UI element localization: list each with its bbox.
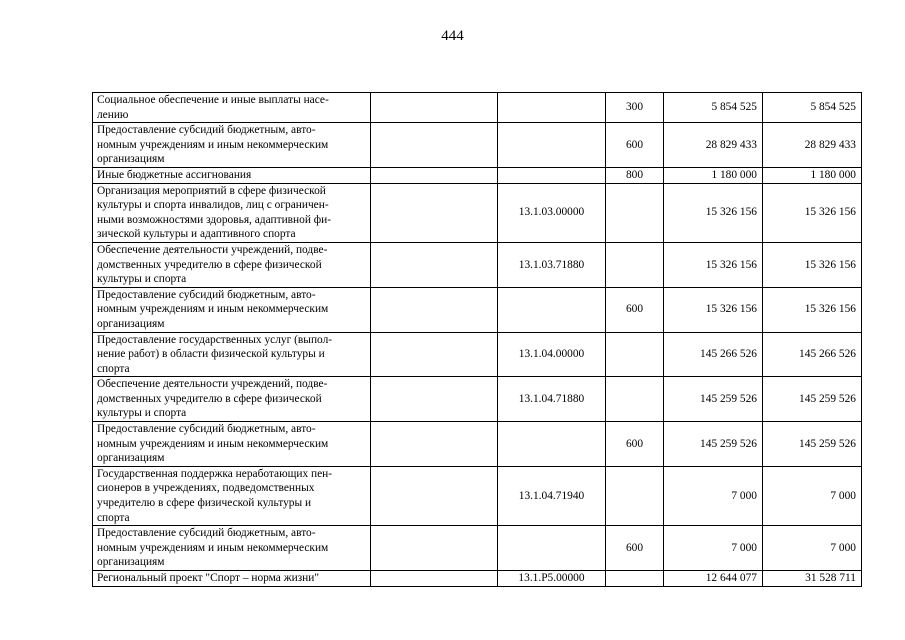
row-program-code-cell (498, 526, 606, 571)
budget-table-body (93, 93, 862, 587)
row-code-cell (371, 167, 498, 183)
row-code-cell (371, 526, 498, 571)
row-name-cell: Региональный проект "Спорт – норма жизни" (93, 571, 371, 587)
row-amount-year2-cell: 145 259 526 (763, 422, 862, 467)
row-amount-year2-cell: 28 829 433 (763, 123, 862, 168)
row-amount-year1-cell: 1 180 000 (664, 167, 763, 183)
row-program-code-cell: 13.1.P5.00000 (498, 571, 606, 587)
row-name-cell: Предоставление государственных услуг (выпол- нение работ) в области физической культуры и спорта (93, 332, 371, 377)
row-program-code-cell: 13.1.04.00000 (498, 332, 606, 377)
row-amount-year2-cell: 145 266 526 (763, 332, 862, 377)
row-program-code-cell (498, 422, 606, 467)
row-name-cell: Социальное обеспечение и иные выплаты насе- лению (93, 93, 371, 123)
row-program-code-cell (498, 93, 606, 123)
row-expense-type-cell: 800 (606, 167, 664, 183)
row-code-cell (371, 242, 498, 287)
row-name-cell: Организация мероприятий в сфере физической культуры и спорта инвалидов, лиц с ограничен- ными возможностями здоровья, адаптивной фи- зической культуры и адаптивного спорта (93, 183, 371, 242)
table-row (93, 526, 862, 571)
row-code-cell (371, 287, 498, 332)
row-amount-year2-cell: 15 326 156 (763, 242, 862, 287)
row-expense-type-cell: 600 (606, 287, 664, 332)
row-amount-year2-cell: 7 000 (763, 526, 862, 571)
row-code-cell (371, 571, 498, 587)
row-amount-year2-cell: 5 854 525 (763, 93, 862, 123)
row-amount-year2-cell: 7 000 (763, 466, 862, 525)
table-row (93, 571, 862, 587)
row-expense-type-cell: 300 (606, 93, 664, 123)
row-amount-year1-cell: 145 266 526 (664, 332, 763, 377)
row-expense-type-cell (606, 242, 664, 287)
row-expense-type-cell (606, 183, 664, 242)
row-name-cell: Предоставление субсидий бюджетным, авто- номным учреждениям и иным некоммерческим организациям (93, 287, 371, 332)
row-name-cell: Предоставление субсидий бюджетным, авто- номным учреждениям и иным некоммерческим организациям (93, 526, 371, 571)
row-amount-year1-cell: 145 259 526 (664, 422, 763, 467)
row-code-cell (371, 93, 498, 123)
table-row (93, 123, 862, 168)
row-amount-year1-cell: 15 326 156 (664, 183, 763, 242)
table-row (93, 287, 862, 332)
table-row (93, 377, 862, 422)
row-expense-type-cell (606, 332, 664, 377)
row-amount-year1-cell: 15 326 156 (664, 242, 763, 287)
table-row (93, 242, 862, 287)
row-program-code-cell: 13.1.04.71940 (498, 466, 606, 525)
row-expense-type-cell (606, 571, 664, 587)
row-name-cell: Обеспечение деятельности учреждений, подве- домственных учредителю в сфере физической культуры и спорта (93, 242, 371, 287)
row-name-cell: Государственная поддержка неработающих пен- сионеров в учреждениях, подведомственных учредителю в сфере физической культуры и спорта (93, 466, 371, 525)
row-amount-year1-cell: 12 644 077 (664, 571, 763, 587)
row-amount-year1-cell: 28 829 433 (664, 123, 763, 168)
row-program-code-cell (498, 123, 606, 168)
row-amount-year1-cell: 145 259 526 (664, 377, 763, 422)
row-amount-year2-cell: 145 259 526 (763, 377, 862, 422)
row-code-cell (371, 422, 498, 467)
row-code-cell (371, 377, 498, 422)
row-code-cell (371, 183, 498, 242)
row-code-cell (371, 332, 498, 377)
page-number: 444 (441, 28, 464, 44)
row-program-code-cell: 13.1.04.71880 (498, 377, 606, 422)
row-amount-year2-cell: 31 528 711 (763, 571, 862, 587)
row-program-code-cell (498, 167, 606, 183)
row-program-code-cell (498, 287, 606, 332)
row-name-cell: Предоставление субсидий бюджетным, авто- номным учреждениям и иным некоммерческим организациям (93, 123, 371, 168)
table-row (93, 183, 862, 242)
row-amount-year2-cell: 1 180 000 (763, 167, 862, 183)
row-name-cell: Иные бюджетные ассигнования (93, 167, 371, 183)
row-amount-year2-cell: 15 326 156 (763, 287, 862, 332)
row-code-cell (371, 466, 498, 525)
row-expense-type-cell: 600 (606, 526, 664, 571)
row-expense-type-cell: 600 (606, 422, 664, 467)
budget-table (92, 92, 862, 587)
table-row (93, 93, 862, 123)
row-amount-year1-cell: 7 000 (664, 466, 763, 525)
row-program-code-cell: 13.1.03.00000 (498, 183, 606, 242)
row-amount-year1-cell: 5 854 525 (664, 93, 763, 123)
row-amount-year1-cell: 7 000 (664, 526, 763, 571)
table-row (93, 167, 862, 183)
table-row (93, 466, 862, 525)
row-program-code-cell: 13.1.03.71880 (498, 242, 606, 287)
row-amount-year1-cell: 15 326 156 (664, 287, 763, 332)
table-row (93, 422, 862, 467)
row-name-cell: Обеспечение деятельности учреждений, подве- домственных учредителю в сфере физической культуры и спорта (93, 377, 371, 422)
table-row (93, 332, 862, 377)
row-name-cell: Предоставление субсидий бюджетным, авто- номным учреждениям и иным некоммерческим организациям (93, 422, 371, 467)
row-expense-type-cell (606, 377, 664, 422)
row-amount-year2-cell: 15 326 156 (763, 183, 862, 242)
row-expense-type-cell (606, 466, 664, 525)
row-code-cell (371, 123, 498, 168)
row-expense-type-cell: 600 (606, 123, 664, 168)
